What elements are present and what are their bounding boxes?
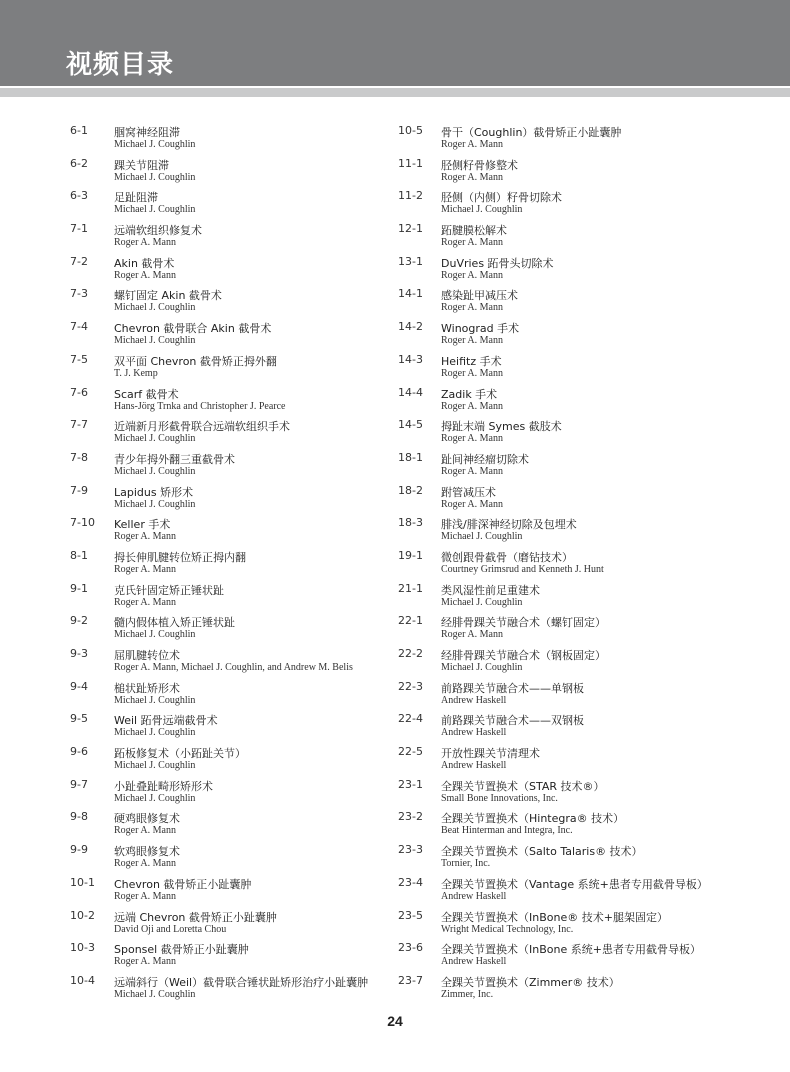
video-title: Lapidus 矫形术 <box>114 485 194 499</box>
video-number: 7-3 <box>70 287 88 301</box>
video-number: 23-1 <box>398 777 423 791</box>
video-entry <box>66 843 386 876</box>
video-number: 18-2 <box>398 483 423 497</box>
video-title: 微创跟骨截骨（磨钻技术） <box>441 550 573 564</box>
video-title: 近端新月形截骨联合远端软组织手术 <box>114 420 290 434</box>
video-author: Roger A. Mann <box>441 269 503 281</box>
video-title: 全踝关节置换术（Vantage 系统+患者专用截骨导板） <box>441 877 708 891</box>
video-title: 胫侧籽骨修整术 <box>441 158 518 172</box>
video-author: Michael J. Coughlin <box>114 988 196 1000</box>
video-title: 全踝关节置换术（STAR 技术®） <box>441 779 605 793</box>
video-author: Roger A. Mann <box>114 858 176 870</box>
video-author: Roger A. Mann <box>441 465 503 477</box>
video-author: Roger A. Mann <box>441 171 503 183</box>
video-number: 23-4 <box>398 875 423 889</box>
video-number: 7-5 <box>70 352 88 366</box>
video-author: Tornier, Inc. <box>441 858 491 870</box>
video-entry <box>66 124 386 157</box>
video-title: 克氏针固定矫正锤状趾 <box>114 583 224 597</box>
video-entry <box>398 189 768 222</box>
video-title: 经腓骨踝关节融合术（螺钉固定） <box>441 616 606 630</box>
video-entry <box>66 909 386 942</box>
video-number: 9-1 <box>70 581 88 595</box>
video-author: Michael J. Coughlin <box>441 531 523 543</box>
video-author: Courtney Grimsrud and Kenneth J. Hunt <box>441 563 604 575</box>
video-entry <box>398 843 768 876</box>
video-entry <box>398 287 768 320</box>
video-entry <box>398 124 768 157</box>
video-title: 螺钉固定 Akin 截骨术 <box>114 289 222 303</box>
video-author: Michael J. Coughlin <box>114 498 196 510</box>
video-entry <box>66 647 386 680</box>
video-title: 全踝关节置换术（Zimmer® 技术） <box>441 975 620 989</box>
video-number: 7-2 <box>70 254 88 268</box>
video-entry <box>66 810 386 843</box>
video-title: 双平面 Chevron 截骨矫正拇外翻 <box>114 354 277 368</box>
video-number: 11-1 <box>398 156 423 170</box>
video-number: 22-1 <box>398 614 423 628</box>
video-number: 6-2 <box>70 156 88 170</box>
right-column <box>398 124 768 1007</box>
video-title: 跗管减压术 <box>441 485 496 499</box>
video-author: Beat Hinterman and Integra, Inc. <box>441 825 573 837</box>
video-title: Chevron 截骨矫正小趾囊肿 <box>114 877 252 891</box>
video-title: 感染趾甲减压术 <box>441 289 518 303</box>
video-number: 22-3 <box>398 679 423 693</box>
video-title: 跖板修复术（小跖趾关节） <box>114 747 246 761</box>
video-title: 全踝关节置换术（InBone® 技术+腿架固定） <box>441 910 668 924</box>
video-entry <box>66 255 386 288</box>
video-title: Zadik 手术 <box>441 387 498 401</box>
video-author: Michael J. Coughlin <box>114 204 196 216</box>
video-title: 腘窝神经阻滞 <box>114 126 180 139</box>
video-author: Roger A. Mann <box>114 531 176 543</box>
video-title: 全踝关节置换术（Salto Talaris® 技术） <box>441 845 643 859</box>
video-title: Sponsel 截骨矫正小趾囊肿 <box>114 943 249 957</box>
video-title: 足趾阻滞 <box>114 191 158 205</box>
video-number: 22-4 <box>398 712 423 726</box>
video-author: Michael J. Coughlin <box>114 335 196 347</box>
video-number: 9-3 <box>70 647 88 660</box>
video-author: Roger A. Mann <box>114 269 176 281</box>
video-entry <box>66 386 386 419</box>
video-number: 10-5 <box>398 124 423 137</box>
video-number: 22-2 <box>398 647 423 660</box>
video-entry <box>398 614 768 647</box>
video-number: 14-1 <box>398 287 423 301</box>
video-number: 7-6 <box>70 385 88 399</box>
video-entry <box>398 647 768 680</box>
video-author: Roger A. Mann <box>114 237 176 249</box>
video-number: 13-1 <box>398 254 423 268</box>
video-author: Roger A. Mann <box>441 335 503 347</box>
video-author: Roger A. Mann <box>441 302 503 314</box>
video-title: 前路踝关节融合术——双钢板 <box>441 714 584 728</box>
video-author: Roger A. Mann <box>114 596 176 608</box>
video-title: 腓浅/腓深神经切除及包埋术 <box>441 518 577 532</box>
video-author: Hans-Jörg Trnka and Christopher J. Pearce <box>114 400 286 412</box>
video-title: Winograd 手术 <box>441 322 520 336</box>
video-title: 经腓骨踝关节融合术（钢板固定） <box>441 649 606 662</box>
video-number: 9-2 <box>70 614 88 628</box>
video-author: Zimmer, Inc. <box>441 988 494 1000</box>
video-entry <box>398 778 768 811</box>
video-entry <box>398 680 768 713</box>
video-entry <box>398 222 768 255</box>
video-entry <box>398 909 768 942</box>
video-entry <box>66 778 386 811</box>
video-title: 全踝关节置换术（InBone 系统+患者专用截骨导板） <box>441 943 701 957</box>
video-entry <box>398 353 768 386</box>
video-title: 远端 Chevron 截骨矫正小趾囊肿 <box>114 910 277 924</box>
video-author: Andrew Haskell <box>441 694 507 706</box>
video-number: 14-4 <box>398 385 423 399</box>
video-title: 拇长伸肌腱转位矫正拇内翻 <box>114 550 246 564</box>
video-title: 趾间神经瘤切除术 <box>441 452 529 466</box>
video-title: 拇趾末端 Symes 截肢术 <box>441 420 562 434</box>
video-author: Roger A. Mann <box>441 400 503 412</box>
video-author: Small Bone Innovations, Inc. <box>441 792 558 804</box>
video-number: 7-9 <box>70 483 88 497</box>
video-author: Roger A. Mann <box>441 237 503 249</box>
video-number: 21-1 <box>398 581 423 595</box>
video-entry <box>398 974 768 1007</box>
page-title: 视频目录 <box>66 50 175 80</box>
video-title: 远端斜行（Weil）截骨联合锤状趾矫形治疗小趾囊肿 <box>114 975 369 989</box>
video-title: Chevron 截骨联合 Akin 截骨术 <box>114 322 272 336</box>
video-author: Roger A. Mann <box>441 498 503 510</box>
video-author: Michael J. Coughlin <box>114 727 196 739</box>
video-author: Michael J. Coughlin <box>114 465 196 477</box>
video-author: Michael J. Coughlin <box>114 139 196 150</box>
video-entry <box>66 320 386 353</box>
video-entry <box>398 582 768 615</box>
video-title: 类风湿性前足重建术 <box>441 583 540 597</box>
video-author: Michael J. Coughlin <box>114 760 196 772</box>
video-number: 7-1 <box>70 222 88 236</box>
video-number: 23-2 <box>398 810 423 824</box>
video-entry <box>398 418 768 451</box>
video-author: Roger A. Mann <box>114 890 176 902</box>
video-number: 10-2 <box>70 908 95 922</box>
video-entry <box>66 157 386 190</box>
video-author: Roger A. Mann <box>441 139 503 150</box>
video-entry <box>66 974 386 1007</box>
page-number: 24 <box>387 1013 403 1029</box>
video-number: 11-2 <box>398 189 423 203</box>
header-band <box>0 0 790 86</box>
video-title: Keller 手术 <box>114 518 171 532</box>
video-author: Roger A. Mann <box>114 956 176 968</box>
video-number: 23-3 <box>398 843 423 857</box>
video-number: 10-3 <box>70 941 95 955</box>
video-title: 青少年拇外翻三重截骨术 <box>114 452 235 466</box>
video-title: Scarf 截骨术 <box>114 387 179 401</box>
video-number: 9-8 <box>70 810 88 824</box>
video-title: Weil 跖骨远端截骨术 <box>114 714 218 728</box>
video-entry <box>398 712 768 745</box>
video-number: 7-7 <box>70 418 88 432</box>
video-title: DuVries 跖骨头切除术 <box>441 256 554 270</box>
video-title: 全踝关节置换术（Hintegra® 技术） <box>441 812 625 826</box>
video-title: 踝关节阻滞 <box>114 158 169 172</box>
video-author: Andrew Haskell <box>441 890 507 902</box>
video-author: Roger A. Mann <box>114 825 176 837</box>
video-title: 跖腱膜松解术 <box>441 224 507 238</box>
video-author: Andrew Haskell <box>441 760 507 772</box>
video-author: Michael J. Coughlin <box>441 662 523 673</box>
video-entry <box>398 941 768 974</box>
video-entry <box>66 418 386 451</box>
video-number: 7-4 <box>70 320 88 334</box>
video-entry <box>66 484 386 517</box>
video-author: T. J. Kemp <box>114 367 158 379</box>
video-number: 18-3 <box>398 516 423 530</box>
video-entry <box>66 222 386 255</box>
video-author: Roger A. Mann <box>441 367 503 379</box>
video-number: 9-9 <box>70 843 88 857</box>
video-entry <box>398 549 768 582</box>
video-number: 14-5 <box>398 418 423 432</box>
video-number: 6-3 <box>70 189 88 203</box>
video-entry <box>398 745 768 778</box>
video-number: 14-2 <box>398 320 423 334</box>
video-number: 7-8 <box>70 450 88 464</box>
video-number: 9-4 <box>70 679 88 693</box>
video-number: 6-1 <box>70 124 88 137</box>
video-author: Michael J. Coughlin <box>114 171 196 183</box>
video-number: 23-5 <box>398 908 423 922</box>
video-title: Akin 截骨术 <box>114 256 175 270</box>
video-number: 12-1 <box>398 222 423 236</box>
video-number: 9-5 <box>70 712 88 726</box>
video-title: 前路踝关节融合术——单钢板 <box>441 681 584 695</box>
video-title: 骨干（Coughlin）截骨矫正小趾囊肿 <box>441 126 622 139</box>
video-title: 胫侧（内侧）籽骨切除术 <box>441 191 562 205</box>
video-number: 10-1 <box>70 875 95 889</box>
video-entry <box>66 712 386 745</box>
video-author: Wright Medical Technology, Inc. <box>441 923 574 935</box>
video-author: Michael J. Coughlin <box>441 596 523 608</box>
video-entry <box>398 810 768 843</box>
video-entry <box>66 745 386 778</box>
video-author: Roger A. Mann <box>114 563 176 575</box>
video-author: Michael J. Coughlin <box>114 792 196 804</box>
video-number: 18-1 <box>398 450 423 464</box>
video-entry <box>66 582 386 615</box>
video-number: 23-7 <box>398 973 423 987</box>
video-entry <box>398 255 768 288</box>
video-entry <box>398 451 768 484</box>
video-title: 屈肌腱转位术 <box>114 649 180 662</box>
video-entry <box>66 451 386 484</box>
video-title: 软鸡眼修复术 <box>114 845 180 859</box>
header-divider <box>0 88 790 97</box>
video-entry <box>66 353 386 386</box>
left-column <box>66 124 386 1007</box>
video-number: 23-6 <box>398 941 423 955</box>
video-author: Michael J. Coughlin <box>441 204 523 216</box>
video-entry <box>66 614 386 647</box>
video-author: Michael J. Coughlin <box>114 694 196 706</box>
video-author: Roger A. Mann <box>441 629 503 641</box>
video-entry <box>66 680 386 713</box>
video-number: 9-6 <box>70 745 88 759</box>
video-title: 硬鸡眼修复术 <box>114 812 180 826</box>
video-number: 10-4 <box>70 973 95 987</box>
video-title: 远端软组织修复术 <box>114 224 202 238</box>
video-entry <box>66 287 386 320</box>
video-entry <box>66 876 386 909</box>
video-title: 槌状趾矫形术 <box>114 681 180 695</box>
video-number: 14-3 <box>398 352 423 366</box>
video-author: Roger A. Mann <box>441 433 503 445</box>
video-number: 8-1 <box>70 548 88 562</box>
video-number: 22-5 <box>398 745 423 759</box>
video-number: 7-10 <box>70 516 95 530</box>
video-entry <box>398 876 768 909</box>
video-entry <box>66 549 386 582</box>
video-title: Heifitz 手术 <box>441 354 502 368</box>
video-title: 开放性踝关节清理术 <box>441 747 540 761</box>
video-author: Andrew Haskell <box>441 727 507 739</box>
video-entry <box>398 157 768 190</box>
video-author: Michael J. Coughlin <box>114 433 196 445</box>
video-entry <box>66 516 386 549</box>
video-author: David Oji and Loretta Chou <box>114 923 227 935</box>
video-entry <box>398 516 768 549</box>
video-number: 19-1 <box>398 548 423 562</box>
video-entry <box>66 941 386 974</box>
video-title: 髓内假体植入矫正锤状趾 <box>114 616 235 630</box>
video-author: Michael J. Coughlin <box>114 302 196 314</box>
video-author: Michael J. Coughlin <box>114 629 196 641</box>
video-entry <box>66 189 386 222</box>
video-entry <box>398 320 768 353</box>
video-title: 小趾叠趾畸形矫形术 <box>114 779 213 793</box>
video-author: Roger A. Mann, Michael J. Coughlin, and Andrew M. Belis <box>114 662 353 673</box>
video-number: 9-7 <box>70 777 88 791</box>
video-entry <box>398 386 768 419</box>
video-author: Andrew Haskell <box>441 956 507 968</box>
video-entry <box>398 484 768 517</box>
